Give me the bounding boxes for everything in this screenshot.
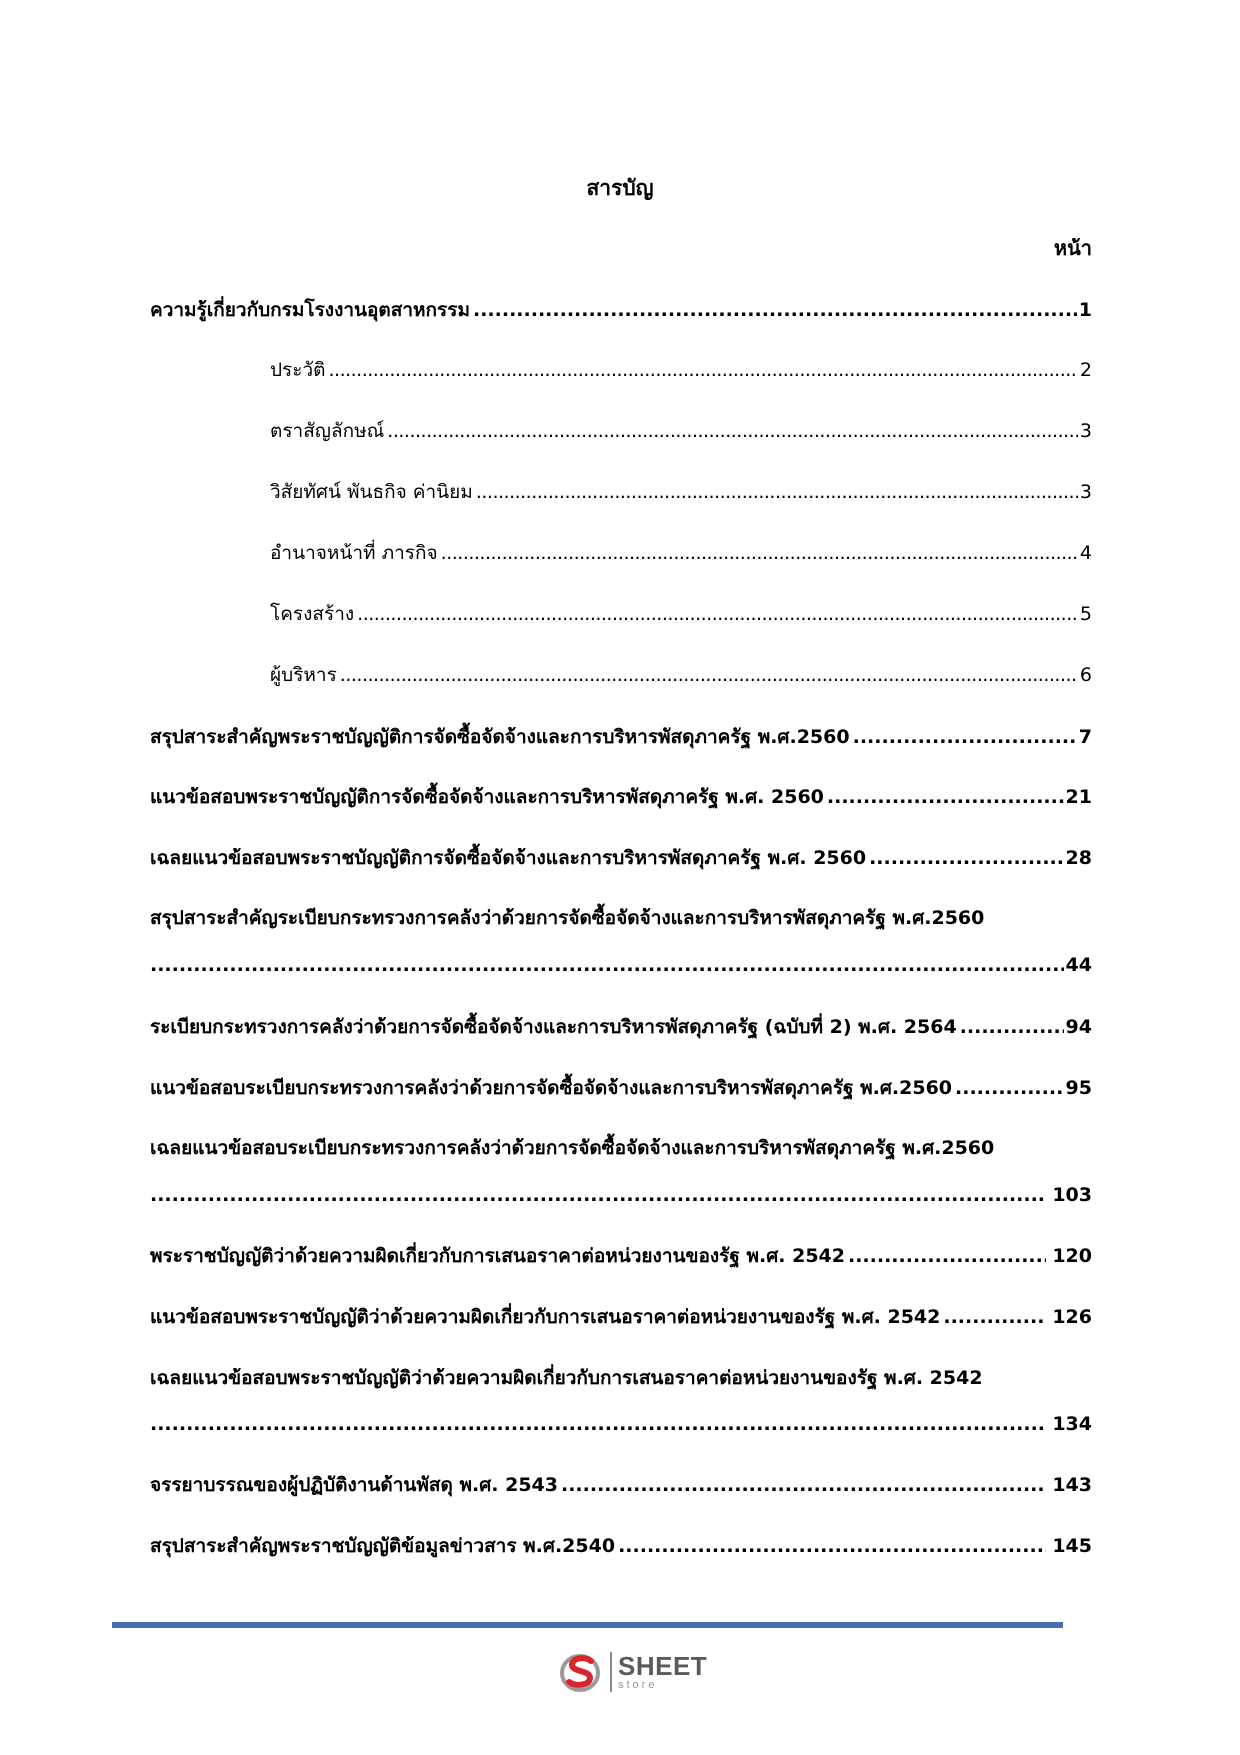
toc-entry-page: 4 bbox=[1079, 542, 1092, 564]
toc-entry-page: 2 bbox=[1079, 359, 1092, 381]
dot-leader bbox=[325, 353, 1077, 387]
toc-subentry bbox=[270, 353, 1092, 387]
dot-leader bbox=[940, 1300, 1046, 1334]
dot-leader bbox=[866, 841, 1063, 875]
dot-leader bbox=[957, 1010, 1064, 1044]
toc-entry-title: สรุปสาระสำคัญพระราชบัญญัติการจัดซื้อจัดจ้างและการบริหารพัสดุภาครัฐ พ.ศ.2560 bbox=[150, 726, 850, 748]
dot-leader bbox=[150, 948, 1064, 982]
toc-entry bbox=[150, 293, 1092, 327]
toc-entry-title: ตราสัญลักษณ์ bbox=[270, 420, 385, 442]
toc-entry bbox=[150, 1010, 1092, 1044]
toc-entry-page: 28 bbox=[1065, 847, 1092, 869]
logo-brand: SHEET bbox=[618, 1651, 708, 1681]
toc-entry-title: โครงสร้าง bbox=[270, 603, 355, 625]
dot-leader bbox=[438, 536, 1078, 570]
toc-entry-title: เฉลยแนวข้อสอบพระราชบัญญัติว่าด้วยความผิดเกี่ยวกับการเสนอราคาต่อหน่วยงานของรัฐ พ.ศ. 2542 bbox=[150, 1367, 983, 1389]
toc-entry-page: 5 bbox=[1079, 603, 1092, 625]
toc-entry-title: ประวัติ bbox=[270, 359, 326, 381]
toc-entry-page: 21 bbox=[1065, 786, 1092, 808]
toc-entry-title: สรุปสาระสำคัญพระราชบัญญัติข้อมูลข่าวสาร พ.ศ.2540 bbox=[150, 1535, 616, 1557]
toc-entry-title: วิสัยทัศน์ พันธกิจ ค่านิยม bbox=[270, 481, 473, 503]
toc-entry-page: 134 bbox=[1052, 1413, 1092, 1435]
toc-entry-page: 143 bbox=[1052, 1474, 1092, 1496]
dot-leader bbox=[150, 1407, 1046, 1441]
toc-entry bbox=[150, 841, 1092, 875]
toc-subentry bbox=[270, 597, 1092, 631]
toc-entry-title: จรรยาบรรณของผู้ปฏิบัติงานด้านพัสดุ พ.ศ. 2543 bbox=[150, 1474, 558, 1496]
toc-entry-page: 7 bbox=[1078, 726, 1092, 748]
toc-entry-title: แนวข้อสอบพระราชบัญญัติการจัดซื้อจัดจ้างและการบริหารพัสดุภาครัฐ พ.ศ. 2560 bbox=[150, 786, 824, 808]
toc-entry-title: เฉลยแนวข้อสอบพระราชบัญญัติการจัดซื้อจัดจ้างและการบริหารพัสดุภาครัฐ พ.ศ. 2560 bbox=[150, 847, 867, 869]
toc-entry-page: 6 bbox=[1079, 664, 1092, 686]
toc-entry-page: 1 bbox=[1078, 299, 1092, 321]
toc-entry bbox=[150, 1468, 1092, 1502]
toc-entry bbox=[150, 1239, 1092, 1273]
toc-subentry bbox=[270, 414, 1092, 448]
toc-subentry bbox=[270, 536, 1092, 570]
logo-subtitle: store bbox=[618, 1679, 658, 1691]
toc-entry-page: 94 bbox=[1065, 1016, 1092, 1038]
dot-leader bbox=[952, 1071, 1064, 1105]
toc-entry bbox=[150, 720, 1092, 754]
toc-subentry bbox=[270, 658, 1092, 692]
toc-entry-title: ความรู้เกี่ยวกับกรมโรงงานอุตสาหกรรม bbox=[150, 299, 470, 321]
toc-entry-title: พระราชบัญญัติว่าด้วยความผิดเกี่ยวกับการเสนอราคาต่อหน่วยงานของรัฐ พ.ศ. 2542 bbox=[150, 1245, 845, 1267]
dot-leader bbox=[850, 720, 1077, 754]
toc-entry-continuation bbox=[150, 1407, 1092, 1441]
toc-entry-title: แนวข้อสอบพระราชบัญญัติว่าด้วยความผิดเกี่ยวกับการเสนอราคาต่อหน่วยงานของรัฐ พ.ศ. 2542 bbox=[150, 1306, 941, 1328]
toc-entry-continuation bbox=[150, 948, 1092, 982]
toc-entry bbox=[150, 901, 1092, 935]
toc-entry bbox=[150, 1529, 1092, 1563]
toc-entry bbox=[150, 1071, 1092, 1105]
toc-entry-continuation bbox=[150, 1178, 1092, 1212]
toc-entry-page: 3 bbox=[1079, 420, 1092, 442]
sheet-store-s-icon bbox=[560, 1650, 604, 1694]
dot-leader bbox=[615, 1529, 1046, 1563]
toc-entry-page: 120 bbox=[1052, 1245, 1092, 1267]
toc-entry bbox=[150, 780, 1092, 814]
page-column-header: หน้า bbox=[1053, 236, 1092, 260]
dot-leader bbox=[558, 1468, 1046, 1502]
footer-divider-line bbox=[112, 1622, 1063, 1628]
toc-entry-title: ระเบียบกระทรวงการคลังว่าด้วยการจัดซื้อจัดจ้างและการบริหารพัสดุภาครัฐ (ฉบับที่ 2) พ.ศ. 2564 bbox=[150, 1016, 957, 1038]
toc-entry-page: 44 bbox=[1065, 954, 1092, 976]
toc-entry-title: แนวข้อสอบระเบียบกระทรวงการคลังว่าด้วยการจัดซื้อจัดจ้างและการบริหารพัสดุภาครัฐ พ.ศ.2560 bbox=[150, 1077, 953, 1099]
toc-entry-title: เฉลยแนวข้อสอบระเบียบกระทรวงการคลังว่าด้วยการจัดซื้อจัดจ้างและการบริหารพัสดุภาครัฐ พ.ศ.2560 bbox=[150, 1137, 995, 1159]
toc-title: สารบัญ bbox=[586, 176, 654, 200]
toc-entry-page: 126 bbox=[1052, 1306, 1092, 1328]
toc-entry-page: 3 bbox=[1079, 481, 1092, 503]
dot-leader bbox=[470, 293, 1077, 327]
toc-entry-page: 103 bbox=[1052, 1184, 1092, 1206]
sheet-store-logo bbox=[560, 1644, 707, 1700]
toc-entry-title: สรุปสาระสำคัญระเบียบกระทรวงการคลังว่าด้วยการจัดซื้อจัดจ้างและการบริหารพัสดุภาครัฐ พ.ศ.2560 bbox=[150, 907, 985, 929]
dot-leader bbox=[473, 475, 1078, 509]
toc-entry-title: ผู้บริหาร bbox=[270, 664, 337, 686]
toc-entry-title: อำนาจหน้าที่ ภารกิจ bbox=[270, 542, 438, 564]
toc-subentry bbox=[270, 475, 1092, 509]
toc-entry bbox=[150, 1131, 1092, 1165]
dot-leader bbox=[384, 414, 1078, 448]
logo-text bbox=[618, 1653, 707, 1691]
toc-entry-page: 95 bbox=[1065, 1077, 1092, 1099]
toc-entry bbox=[150, 1361, 1092, 1395]
dot-leader bbox=[337, 658, 1078, 692]
dot-leader bbox=[824, 780, 1064, 814]
dot-leader bbox=[354, 597, 1078, 631]
dot-leader bbox=[150, 1178, 1046, 1212]
toc-entry-page: 145 bbox=[1052, 1535, 1092, 1557]
dot-leader bbox=[845, 1239, 1046, 1273]
toc-entry bbox=[150, 1300, 1092, 1334]
logo-divider bbox=[610, 1652, 612, 1692]
